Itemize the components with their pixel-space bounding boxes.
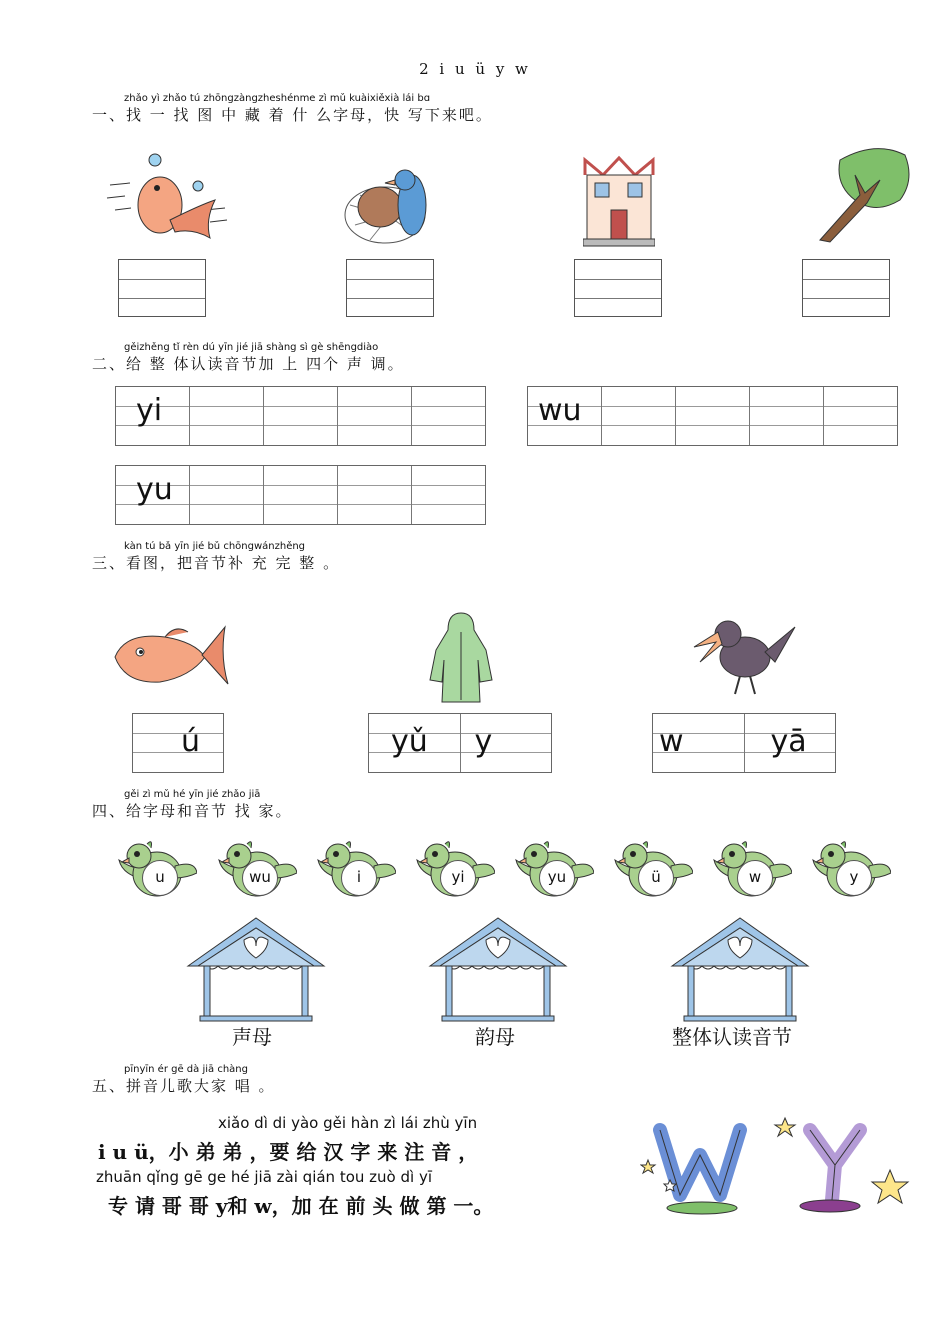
bird-label: yu xyxy=(539,860,575,896)
tone-cell[interactable] xyxy=(190,466,264,524)
house-zhengti[interactable] xyxy=(670,914,810,1024)
s5-heading: 五、拼音儿歌大家 唱 。 xyxy=(92,1077,276,1095)
tone-grid-yu xyxy=(115,465,486,525)
bird-nest-image xyxy=(340,165,440,250)
house-image xyxy=(583,155,655,250)
tone-cell[interactable] xyxy=(824,387,897,445)
syllable-text: ú xyxy=(181,724,201,759)
bird-label: wu xyxy=(242,860,278,896)
tone-cell[interactable] xyxy=(338,466,412,524)
tone-cell[interactable] xyxy=(676,387,750,445)
syllable-box-raincoat[interactable] xyxy=(368,713,552,773)
page-title: 2 i u ü y w xyxy=(419,60,531,78)
bird-label: i xyxy=(341,860,377,896)
bird-label: ü xyxy=(638,860,674,896)
tone-cell[interactable] xyxy=(264,466,338,524)
tone-cell[interactable] xyxy=(412,466,485,524)
fish-image xyxy=(110,622,230,697)
dancing-letters-image xyxy=(640,1110,915,1220)
tone-cell[interactable] xyxy=(264,387,338,445)
tone-grid-yi xyxy=(115,386,486,446)
bird-card[interactable] xyxy=(217,838,297,900)
bird-card[interactable] xyxy=(316,838,396,900)
bird-card[interactable] xyxy=(613,838,693,900)
grid-syllable: yu xyxy=(136,472,173,507)
s4-pinyin: gěi zì mǔ hé yīn jié zhǎo jiā xyxy=(124,789,261,800)
syllable-box-fish[interactable] xyxy=(132,713,224,773)
song-line1-text: i u ü，小 弟 弟 ，要 给 汉 字 来 注 音 ， xyxy=(98,1140,479,1164)
house-shengmu[interactable] xyxy=(186,914,326,1024)
tone-grid-wu xyxy=(527,386,898,446)
tone-cell[interactable] xyxy=(602,387,676,445)
bird-card[interactable] xyxy=(415,838,495,900)
tone-cell[interactable] xyxy=(338,387,412,445)
syllable-text: yǔ xyxy=(391,724,428,759)
tone-cell[interactable] xyxy=(750,387,824,445)
song-line2-text: 专 请 哥 哥 y和 w，加 在 前 头 做 第 一。 xyxy=(108,1194,494,1218)
s1-heading: 一、找 一 找 图 中 藏 着 什 么字母，快 写下来吧。 xyxy=(92,106,493,124)
bird-label: y xyxy=(836,860,872,896)
grid-syllable: yi xyxy=(136,393,163,428)
bird-card[interactable] xyxy=(514,838,594,900)
house-label-zhengti: 整体认读音节 xyxy=(672,1025,792,1049)
syllable-text: yā xyxy=(770,724,807,759)
bird-label: u xyxy=(142,860,178,896)
tone-cell[interactable] xyxy=(190,387,264,445)
song-line2-pinyin: zhuān qǐng gē ge hé jiā zài qián tou zuò dì yī xyxy=(96,1168,432,1186)
bird-card[interactable] xyxy=(712,838,792,900)
fish-jumping-image xyxy=(105,150,230,245)
tone-cell[interactable] xyxy=(412,387,485,445)
s3-heading: 三、看图，把音节补 充 完 整 。 xyxy=(92,554,341,572)
song-line1-pinyin: xiǎo dì di yào gěi hàn zì lái zhù yīn xyxy=(218,1114,478,1132)
answer-box-4[interactable] xyxy=(802,259,890,317)
raincoat-image xyxy=(428,610,494,705)
syllable-box-crow[interactable] xyxy=(652,713,836,773)
bird-label: yi xyxy=(440,860,476,896)
bird-card[interactable] xyxy=(811,838,891,900)
bird-label: w xyxy=(737,860,773,896)
s1-pinyin: zhǎo yì zhǎo tú zhōngzàngzheshénme zì mǔ kuàixiěxià lái bɑ xyxy=(124,93,431,104)
house-yunmu[interactable] xyxy=(428,914,568,1024)
syllable-text: w xyxy=(659,724,684,759)
grid-syllable: wu xyxy=(538,393,582,428)
house-label-yunmu: 韵母 xyxy=(475,1025,515,1049)
syllable-text: y xyxy=(474,724,493,759)
tree-image xyxy=(815,145,915,245)
s3-pinyin: kàn tú bǎ yīn jié bǔ chōngwánzhěng xyxy=(124,541,306,552)
bird-card[interactable] xyxy=(117,838,197,900)
answer-box-1[interactable] xyxy=(118,259,206,317)
house-label-shengmu: 声母 xyxy=(232,1025,272,1049)
answer-box-3[interactable] xyxy=(574,259,662,317)
s5-pinyin: pīnyīn ér gē dà jiā chàng xyxy=(124,1064,248,1075)
s2-heading: 二、给 整 体认读音节加 上 四个 声 调。 xyxy=(92,355,405,373)
crow-image xyxy=(690,612,800,700)
s4-heading: 四、给字母和音节 找 家。 xyxy=(92,802,293,820)
s2-pinyin: gěizhěng tǐ rèn dú yīn jié jiā shàng sì gè shēngdiào xyxy=(124,342,379,353)
answer-box-2[interactable] xyxy=(346,259,434,317)
